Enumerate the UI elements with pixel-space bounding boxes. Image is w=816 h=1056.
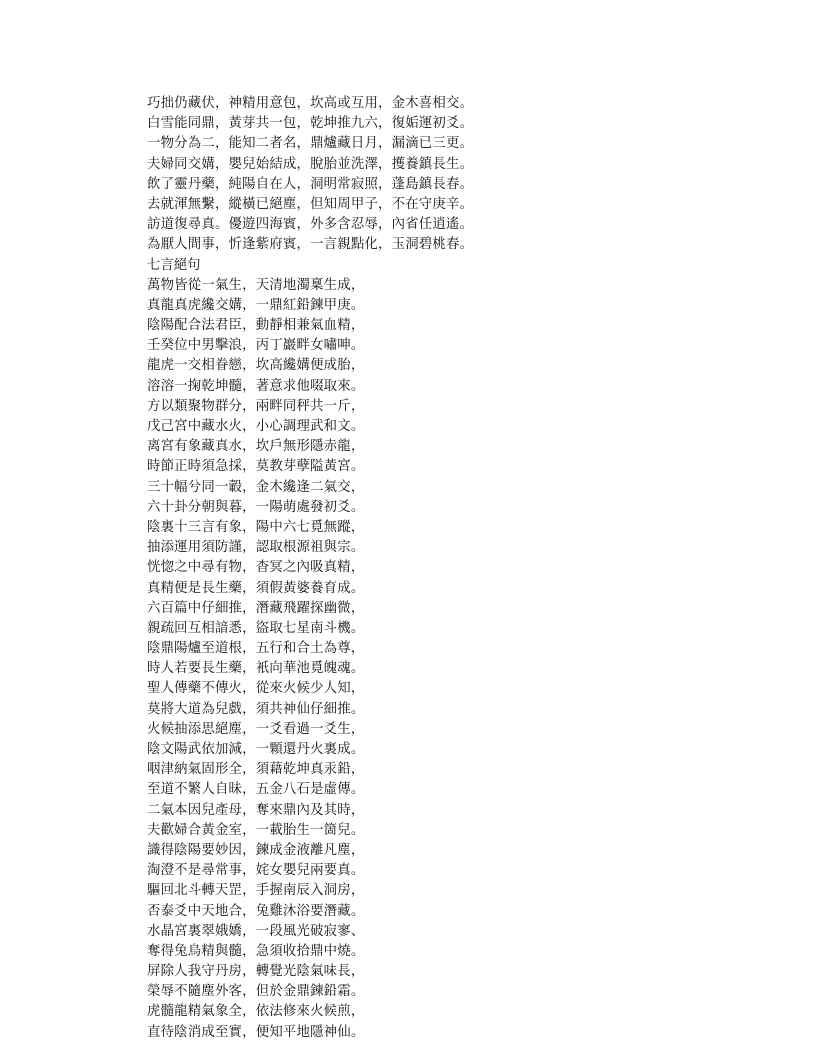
verse-line: 奪得兔烏精與髓，急須收拾鼎中燒。 <box>147 943 365 959</box>
verse-line: 否泰爻中天地合，兔雞沐浴要潛藏。 <box>147 903 365 919</box>
verse-line: 夫歡婦合黃金室，一載胎生一箇兒。 <box>147 822 365 838</box>
verse-line: 陰文陽武依加減，一顆還丹火裏成。 <box>147 742 365 757</box>
verse-line: 時節正時須急採，莫教芽孽隘黃宮。 <box>147 459 365 475</box>
verse-line: 陰鼎陽爐至道根，五行和合土為尊， <box>147 641 365 657</box>
verse-line: 陰陽配合法君臣，動靜相兼氣血精， <box>147 318 365 334</box>
verse-line: 离宮有象藏真水，坎戶無形隱赤龍， <box>147 439 365 455</box>
prose-line: 訪道復尋真。優遊四海賓，外多含忍辱，內省任逍遙。 <box>147 217 474 233</box>
verse-line: 火候抽添思絕塵，一爻看過一爻生， <box>147 721 365 737</box>
verse-line: 龍虎一交相眷戀，坎高纔媾便成胎， <box>147 358 365 374</box>
section-heading: 七言絕句 <box>147 257 201 273</box>
prose-line: 一物分為二，能知二者名，鼎爐藏日月，漏滴已三更。 <box>147 136 474 152</box>
verse-line: 三十幅兮同一轂，金木纔逢二氣交， <box>147 479 365 495</box>
prose-line: 白雪能同鼎，黃芽共一包，乾坤推九六，復姤運初爻。 <box>147 116 474 132</box>
prose-line: 飲了靈丹藥，純陽自在人，洞明常寂照，蓬島鎮長春。 <box>147 176 474 192</box>
verse-line: 方以類聚物群分，兩畔同秤共一斤， <box>147 398 365 414</box>
verse-line: 抽添運用須防謹，認取根源祖與宗。 <box>147 540 365 556</box>
verse-line: 榮辱不隨塵外客，但於金鼎鍊鉛霜。 <box>147 984 365 1000</box>
prose-line: 去就渾無繫，縱橫已絕塵，但知周甲子，不在守庚辛。 <box>147 196 474 212</box>
verse-line: 咽津納氣固形全，須藉乾坤真汞鉛， <box>147 762 365 778</box>
verse-line: 真精便是長生藥，須假黃婆養育成。 <box>147 580 365 596</box>
verse-line: 聖人傳藥不傳火，從來火候少人知， <box>147 681 365 697</box>
verse-line: 識得陰陽要妙因，鍊成金液離凡塵， <box>147 842 365 858</box>
verse-line: 溶溶一掬乾坤髓，著意求他啜取來。 <box>147 378 365 394</box>
verse-line: 戊己宮中藏水火，小心調理武和文。 <box>147 419 365 434</box>
verse-line: 親疏回互相諳悉，盜取七星南斗機。 <box>147 620 365 636</box>
verse-line: 恍惚之中尋有物，杳冥之內吸真精， <box>147 560 365 576</box>
verse-line: 水晶宮裏翠娥嬌，一段風光破寂寥、 <box>147 923 365 939</box>
verse-line: 淘澄不是尋常事，姹女嬰兒兩要真。 <box>147 863 365 879</box>
verse-line: 萬物皆從一氣生，天清地濁稟生成， <box>147 277 365 293</box>
verse-line: 真龍真虎纔交媾，一鼎紅鉛鍊甲庚。 <box>147 297 365 313</box>
verse-line: 六百篇中仔細推，潛藏飛躍探幽微， <box>147 600 365 616</box>
verse-block <box>147 276 807 1043</box>
verse-line: 二氣本因兒產母，奪來鼎內及其時， <box>147 802 365 818</box>
prose-block <box>147 94 807 256</box>
verse-line: 莫將大道為兒戲，須共神仙仔細推。 <box>147 701 365 717</box>
verse-line: 虎髓龍精氣象全，依法修來火候煎， <box>147 1004 365 1020</box>
verse-line: 時人若要長生藥，衹向華池覓魄魂。 <box>147 661 365 677</box>
prose-line: 巧拙仍藏伏，神精用意包，坎高或互用，金木喜相交。 <box>147 96 474 111</box>
prose-line: 為厭人間事，忻逢紫府賓，一言親點化，玉洞碧桃春。 <box>147 237 474 253</box>
document-page <box>147 94 807 1043</box>
verse-line: 陰裏十三言有象，陽中六七覓無蹤， <box>147 519 365 535</box>
prose-line: 夫婦同交媾，嬰兒始結成，脫胎並洗澤，擭養鎮長生。 <box>147 156 474 172</box>
verse-line: 六十卦分朝與暮，一陽萌處發初爻。 <box>147 499 365 515</box>
verse-line: 至道不繁人自昧，五金八石是虛傳。 <box>147 782 365 798</box>
verse-line: 壬癸位中男擊浪，丙丁巖畔女嘯呻。 <box>147 338 365 354</box>
verse-line: 屏除人我守丹房，轉覺光陰氣味長， <box>147 964 365 980</box>
verse-line: 直待陰消成至實，便知平地隱神仙。 <box>147 1024 365 1040</box>
verse-line: 驅回北斗轉天罡，手握南辰入洞房， <box>147 883 365 899</box>
